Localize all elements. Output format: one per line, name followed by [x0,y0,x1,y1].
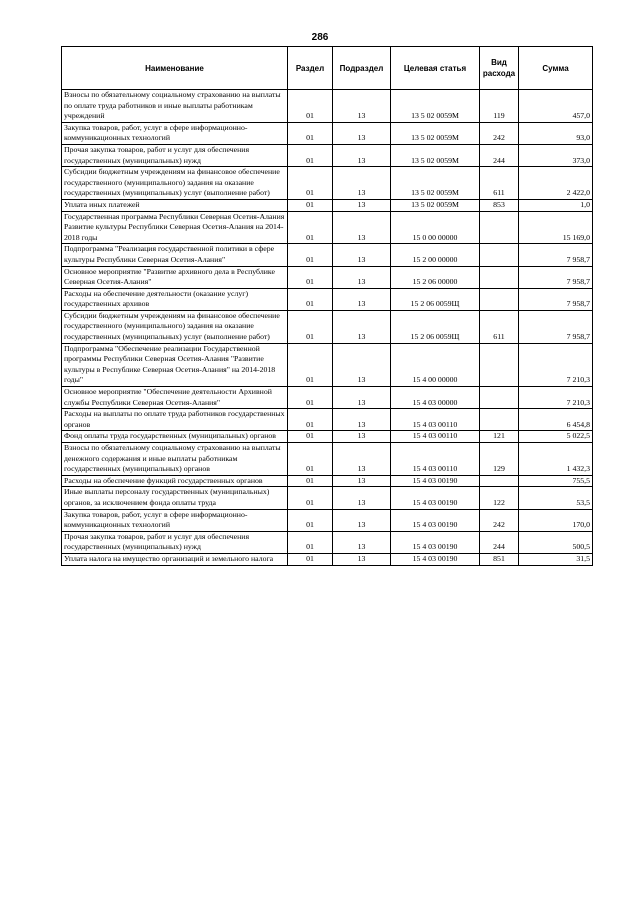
cell-target: 13 5 02 0059М [391,122,480,144]
cell-target: 13 5 02 0059М [391,90,480,123]
cell-expense-type: 242 [480,509,519,531]
cell-subsection: 13 [333,553,391,565]
cell-target: 15 4 03 00110 [391,431,480,443]
cell-sum: 7 958,7 [519,244,593,266]
cell-sum: 6 454,8 [519,409,593,431]
table-row [62,387,593,409]
table-row [62,409,593,431]
cell-name: Подпрограмма "Обеспечение реализации Государственной программы Республики Северная Осетия-Алания "Развитие культуры в Республике Северная Осетия-Алания" на 2014-2018 годы" [62,343,288,386]
cell-expense-type: 611 [480,167,519,200]
cell-section: 01 [288,431,333,443]
table-row [62,310,593,343]
header-name: Наименование [62,47,288,90]
cell-section: 01 [288,553,333,565]
cell-name: Уплата налога на имущество организаций и земельного налога [62,553,288,565]
cell-sum: 1 432,3 [519,443,593,476]
table-row [62,509,593,531]
cell-expense-type: 611 [480,310,519,343]
cell-target: 15 4 00 00000 [391,343,480,386]
table-row [62,443,593,476]
cell-target: 15 4 03 00110 [391,443,480,476]
table-header-row [62,47,593,90]
cell-subsection: 13 [333,199,391,211]
table-row [62,487,593,509]
cell-subsection: 13 [333,211,391,244]
cell-name: Взносы по обязательному социальному страхованию на выплаты по оплате труда работников и иные выплаты работникам учреждений [62,90,288,123]
cell-name: Расходы на обеспечение деятельности (оказание услуг) государственных архивов [62,288,288,310]
cell-target: 15 4 03 00190 [391,509,480,531]
cell-section: 01 [288,199,333,211]
cell-sum: 93,0 [519,122,593,144]
cell-section: 01 [288,531,333,553]
cell-target: 15 4 03 00000 [391,387,480,409]
cell-target: 15 4 03 00190 [391,553,480,565]
cell-sum: 15 169,0 [519,211,593,244]
cell-subsection: 13 [333,122,391,144]
cell-name: Расходы на выплаты по оплате труда работников государственных органов [62,409,288,431]
cell-sum: 5 022,5 [519,431,593,443]
table-row [62,144,593,166]
cell-name: Прочая закупка товаров, работ и услуг для обеспечения государственных (муниципальных) нужд [62,144,288,166]
cell-sum: 7 210,3 [519,387,593,409]
cell-target: 15 2 00 00000 [391,244,480,266]
cell-target: 15 4 03 00110 [391,409,480,431]
cell-subsection: 13 [333,144,391,166]
cell-sum: 2 422,0 [519,167,593,200]
cell-expense-type: 129 [480,443,519,476]
cell-name: Закупка товаров, работ, услуг в сфере информационно-коммуникационных технологий [62,122,288,144]
cell-section: 01 [288,509,333,531]
table-row [62,167,593,200]
table-row [62,90,593,123]
cell-expense-type: 242 [480,122,519,144]
cell-section: 01 [288,409,333,431]
header-subsection: Подраздел [333,47,391,90]
cell-sum: 500,5 [519,531,593,553]
cell-sum: 7 210,3 [519,343,593,386]
cell-expense-type [480,244,519,266]
cell-name: Взносы по обязательному социальному страхованию на выплаты денежного содержания и иные выплаты работникам государственных (муниципальных) органов [62,443,288,476]
cell-section: 01 [288,144,333,166]
cell-sum: 31,5 [519,553,593,565]
cell-subsection: 13 [333,343,391,386]
cell-subsection: 13 [333,90,391,123]
header-target: Целевая статья [391,47,480,90]
cell-name: Подпрограмма "Реализация государственной политики в сфере культуры Республики Северная Осетия-Алания" [62,244,288,266]
cell-name: Уплата иных платежей [62,199,288,211]
table-row [62,211,593,244]
cell-name: Прочая закупка товаров, работ и услуг для обеспечения государственных (муниципальных) нужд [62,531,288,553]
table-body [62,90,593,566]
cell-subsection: 13 [333,531,391,553]
cell-section: 01 [288,90,333,123]
cell-sum: 7 958,7 [519,266,593,288]
cell-subsection: 13 [333,310,391,343]
cell-subsection: 13 [333,475,391,487]
cell-name: Иные выплаты персоналу государственных (муниципальных) органов, за исключением фонда оплаты труда [62,487,288,509]
cell-sum: 457,0 [519,90,593,123]
cell-section: 01 [288,343,333,386]
cell-target: 13 5 02 0059М [391,199,480,211]
budget-table [61,46,593,566]
table-row [62,199,593,211]
cell-name: Расходы на обеспечение функций государственных органов [62,475,288,487]
cell-section: 01 [288,475,333,487]
table-row [62,266,593,288]
cell-subsection: 13 [333,387,391,409]
cell-sum: 755,5 [519,475,593,487]
cell-name: Основное мероприятие "Развитие архивного дела в Республике Северная Осетия-Алания" [62,266,288,288]
cell-expense-type [480,343,519,386]
cell-subsection: 13 [333,509,391,531]
cell-expense-type: 853 [480,199,519,211]
cell-target: 15 0 00 00000 [391,211,480,244]
cell-subsection: 13 [333,443,391,476]
cell-expense-type [480,387,519,409]
table-row [62,244,593,266]
cell-target: 15 2 06 0059Щ [391,288,480,310]
cell-subsection: 13 [333,266,391,288]
table-row [62,343,593,386]
cell-expense-type [480,266,519,288]
cell-subsection: 13 [333,244,391,266]
cell-expense-type [480,409,519,431]
cell-subsection: 13 [333,409,391,431]
header-sum: Сумма [519,47,593,90]
cell-name: Субсидии бюджетным учреждениям на финансовое обеспечение государственного (муниципального) задания на оказание государственных (муниципальных) услуг (выполнение работ) [62,310,288,343]
cell-target: 15 4 03 00190 [391,487,480,509]
cell-name: Государственная программа Республики Северная Осетия-Алания Развитие культуры Республики Северная Осетия-Алания на 2014-2018 годы [62,211,288,244]
cell-section: 01 [288,244,333,266]
cell-expense-type: 119 [480,90,519,123]
cell-section: 01 [288,167,333,200]
header-section: Раздел [288,47,333,90]
cell-expense-type [480,288,519,310]
cell-target: 13 5 02 0059М [391,167,480,200]
cell-target: 15 2 06 00000 [391,266,480,288]
cell-subsection: 13 [333,288,391,310]
cell-expense-type [480,475,519,487]
cell-section: 01 [288,211,333,244]
cell-expense-type: 244 [480,531,519,553]
table-row [62,122,593,144]
cell-expense-type: 244 [480,144,519,166]
cell-target: 15 4 03 00190 [391,475,480,487]
cell-section: 01 [288,288,333,310]
header-expense-type: Вид расхода [480,47,519,90]
cell-expense-type: 122 [480,487,519,509]
cell-sum: 1,0 [519,199,593,211]
table-row [62,431,593,443]
table-row [62,553,593,565]
cell-section: 01 [288,387,333,409]
cell-section: 01 [288,310,333,343]
cell-sum: 53,5 [519,487,593,509]
cell-name: Субсидии бюджетным учреждениям на финансовое обеспечение государственного (муниципального) задания на оказание государственных (муниципальных) услуг (выполнение работ) [62,167,288,200]
cell-sum: 7 958,7 [519,310,593,343]
cell-sum: 7 958,7 [519,288,593,310]
cell-name: Фонд оплаты труда государственных (муниципальных) органов [62,431,288,443]
cell-sum: 170,0 [519,509,593,531]
cell-subsection: 13 [333,487,391,509]
cell-section: 01 [288,122,333,144]
table-row [62,288,593,310]
cell-expense-type: 121 [480,431,519,443]
cell-subsection: 13 [333,431,391,443]
cell-section: 01 [288,266,333,288]
cell-name: Закупка товаров, работ, услуг в сфере информационно-коммуникационных технологий [62,509,288,531]
table-row [62,475,593,487]
table-row [62,531,593,553]
cell-section: 01 [288,487,333,509]
cell-sum: 373,0 [519,144,593,166]
cell-subsection: 13 [333,167,391,200]
cell-name: Основное мероприятие "Обеспечение деятельности Архивной службы Республики Северная Осетия-Алания" [62,387,288,409]
cell-expense-type [480,211,519,244]
cell-section: 01 [288,443,333,476]
cell-target: 15 4 03 00190 [391,531,480,553]
cell-target: 13 5 02 0059М [391,144,480,166]
cell-target: 15 2 06 0059Щ [391,310,480,343]
cell-expense-type: 851 [480,553,519,565]
page-number: 286 [311,32,329,43]
